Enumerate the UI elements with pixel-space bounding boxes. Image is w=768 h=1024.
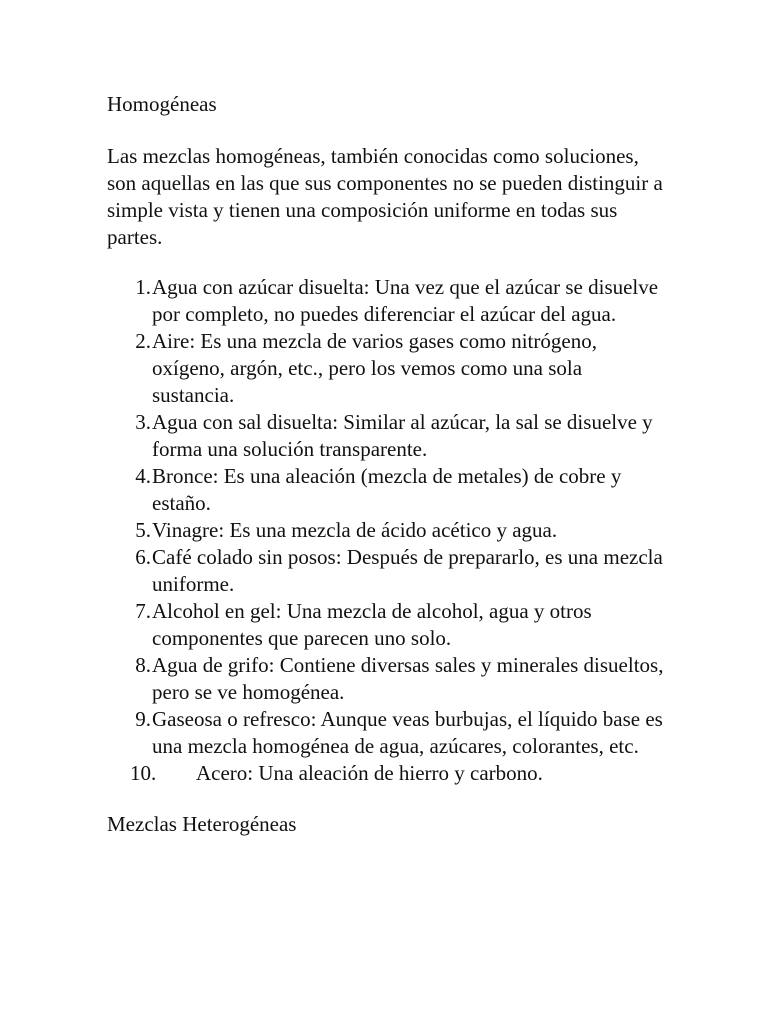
- list-item-number: 10.: [130, 761, 157, 785]
- list-item: [107, 652, 667, 706]
- list-item: [107, 517, 667, 544]
- list-item-text: Agua con azúcar disuelta: Una vez que el azúcar se disuelve por completo, no puedes diferenciar el azúcar del agua.: [152, 275, 659, 326]
- list-item-number: 7.: [135, 599, 151, 623]
- examples-list: [107, 274, 667, 787]
- list-item-text: Bronce: Es una aleación (mezcla de metales) de cobre y estaño.: [152, 464, 622, 515]
- list-item-number: 6.: [135, 545, 151, 569]
- list-item-text: Gaseosa o refresco: Aunque veas burbujas, el líquido base es una mezcla homogénea de agua, azúcares, colorantes, etc.: [152, 707, 663, 758]
- list-item: [107, 409, 667, 463]
- list-item: [107, 598, 667, 652]
- intro-paragraph: Las mezclas homogéneas, también conocidas como soluciones, son aquellas en las que sus componentes no se pueden distinguir a simple vista y tienen una composición uniforme en todas sus partes.: [107, 144, 663, 249]
- list-item-text: Agua con sal disuelta: Similar al azúcar, la sal se disuelve y forma una solución transparente.: [152, 410, 653, 461]
- list-item-text: Agua de grifo: Contiene diversas sales y minerales disueltos, pero se ve homogénea.: [152, 653, 664, 704]
- list-item-number: 4.: [135, 464, 151, 488]
- list-item-text: Aire: Es una mezcla de varios gases como nitrógeno, oxígeno, argón, etc., pero los vemos como una sola sustancia.: [152, 329, 597, 407]
- section-heading-homogeneas: Homogéneas: [107, 92, 217, 116]
- list-item-text: Café colado sin posos: Después de prepararlo, es una mezcla uniforme.: [152, 545, 663, 596]
- list-item-number: 2.: [135, 329, 151, 353]
- list-item: [107, 274, 667, 328]
- list-item: [107, 463, 667, 517]
- section-heading-heterogeneas: Mezclas Heterogéneas: [107, 812, 297, 836]
- list-item: [107, 760, 667, 787]
- list-item-text: Acero: Una aleación de hierro y carbono.: [196, 761, 543, 785]
- list-item: [107, 706, 667, 760]
- list-item-text: Alcohol en gel: Una mezcla de alcohol, agua y otros componentes que parecen uno solo.: [152, 599, 592, 650]
- list-item: [107, 328, 667, 409]
- list-item-number: 3.: [135, 410, 151, 434]
- list-item-text: Vinagre: Es una mezcla de ácido acético y agua.: [152, 518, 558, 542]
- list-item-number: 1.: [135, 275, 151, 299]
- document-body: [107, 91, 667, 838]
- list-item: [107, 544, 667, 598]
- list-item-number: 9.: [135, 707, 151, 731]
- list-item-number: 8.: [135, 653, 151, 677]
- list-item-number: 5.: [135, 518, 151, 542]
